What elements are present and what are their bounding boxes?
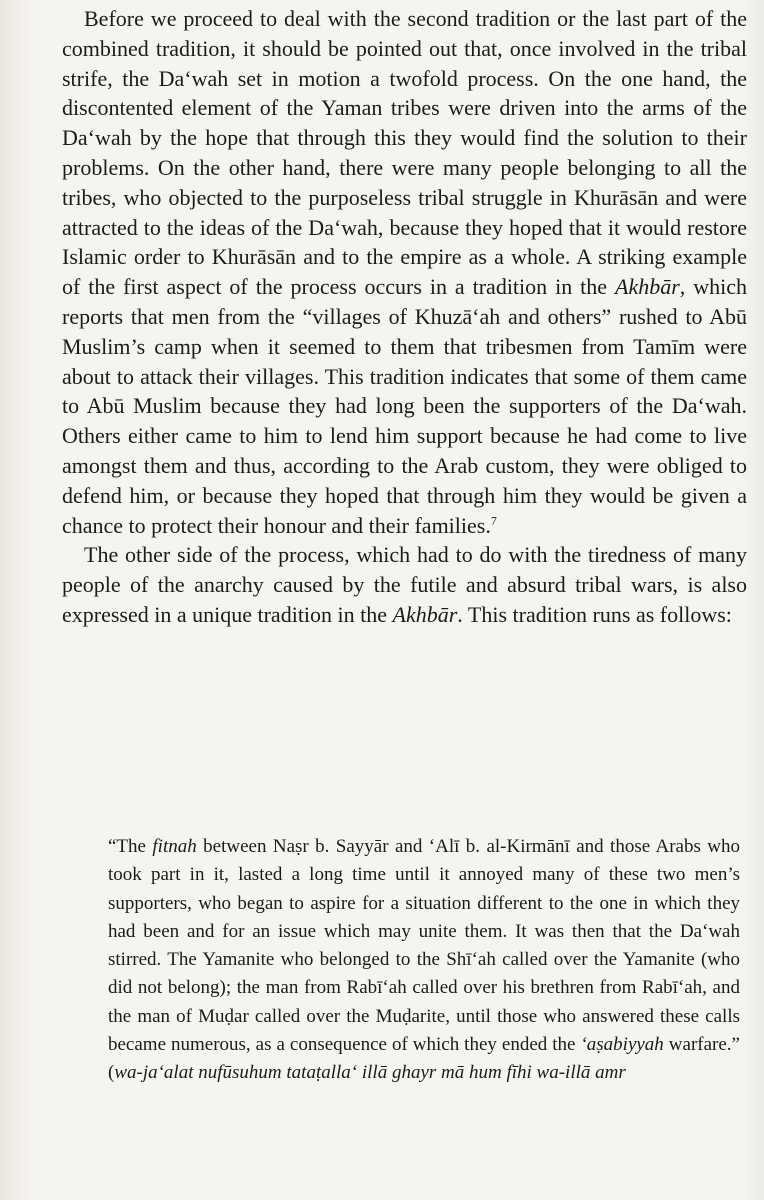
paragraph-1	[62, 4, 747, 540]
footnote-marker: 7	[490, 513, 497, 528]
quote-italic-arabic: wa-ja‘alat nufūsuhum tataṭalla‘ illā ghayr mā hum fīhi wa-illā amr	[114, 1062, 626, 1084]
quote-italic-fitnah: fitnah	[152, 836, 197, 857]
quote-text-b: between Naṣr b. Sayyār and ‘Alī b. al-Kirmānī and those Arabs who took part in it, lasted a long time until it annoyed many of these two men’s supporters, who began to aspire for a situation different to the one in which they had been and for an issue which may unite them. It was then that the Da‘wah stirred. The Yamanite who belonged to the Shī‘ah called over the Yamanite (who did not belong); the man from Rabī‘ah called over his brethren from Rabī‘ah, and the man of Muḍar called over the Muḍarite, until those who answered these calls became numerous, as a consequence of which they ended the	[108, 836, 740, 1056]
paragraph-2	[62, 540, 747, 629]
paragraph-1-text-a: Before we proceed to deal with the second tradition or the last part of the combined tradition, it should be pointed out that, once involved in the tribal strife, the Da‘wah set in motion a twofold process. On the one hand, the discontented element of the Yaman tribes were driven into the arms of the Da‘wah by the hope that through this they would find the solution to their problems. On the other hand, there were many people belonging to all the tribes, who objected to the purposeless tribal struggle in Khurāsān and were attracted to the ideas of the Da‘wah, because they hoped that it would restore Islamic order to Khurāsān and to the empire as a whole. A striking example of the first aspect of the process occurs in a tradition in the	[62, 6, 747, 300]
paragraph-1-italic-akhbar: Akhbār	[615, 274, 680, 300]
body-text	[62, 4, 747, 630]
quote-italic-asabiyyah: ‘aṣabiyyah	[580, 1034, 664, 1056]
block-quote	[108, 833, 740, 1088]
paragraph-2-text-a: The other side of the process, which had to do with the tiredness of many people of the anarchy caused by the futile and absurd tribal wars, is also expressed in a unique tradition in the	[62, 542, 747, 627]
paragraph-1-text-b: , which reports that men from the “villages of Khuzā‘ah and others” rushed to Abū Muslim’s camp when it seemed to them that tribesmen from Tamīm were about to attack their villages. This tradition indicates that some of them came to Abū Muslim because they had long been the supporters of the Da‘wah. Others either came to him to lend him support because he had come to live amongst them and thus, according to the Arab custom, they were obliged to defend him, or because they hoped that through him they would be given a chance to protect their honour and their families.	[62, 274, 747, 538]
paragraph-2-text-b: . This tradition runs as follows:	[457, 601, 732, 627]
paragraph-2-italic-akhbar: Akhbār	[392, 601, 458, 627]
quote-text-c: warfare.” (	[108, 1034, 740, 1084]
quote-text-a: “The	[108, 836, 153, 857]
